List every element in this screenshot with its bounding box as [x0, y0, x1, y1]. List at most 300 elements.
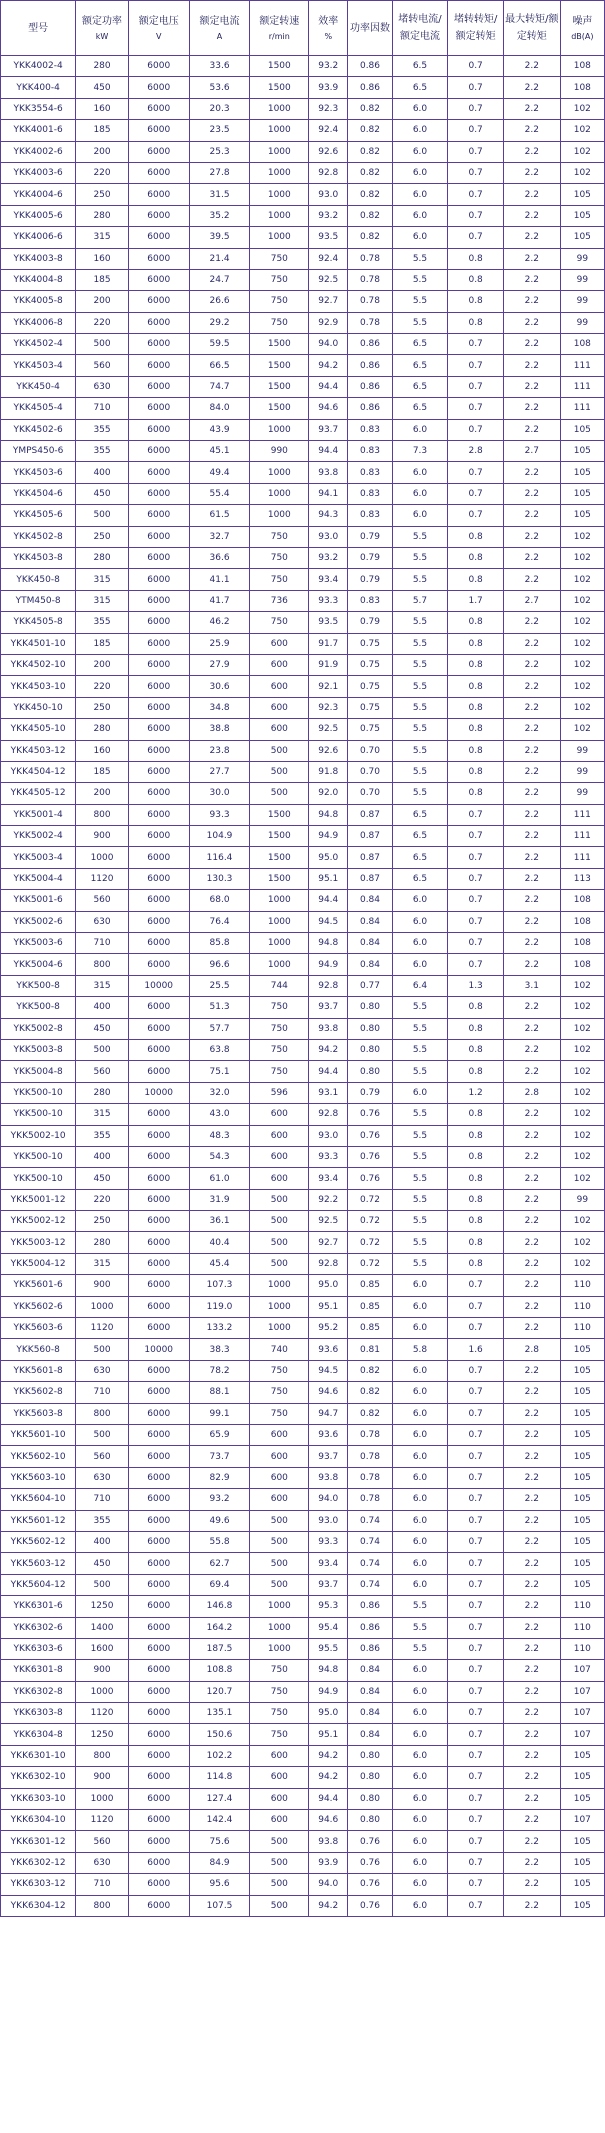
cell-max-torque-ratio: 2.2	[504, 1361, 560, 1381]
cell-noise: 105	[561, 484, 604, 504]
cell-rated-power: 315	[76, 976, 128, 996]
cell-locked-current-ratio: 5.5	[393, 1618, 448, 1638]
cell-locked-torque-ratio: 0.7	[448, 1404, 503, 1424]
cell-rated-speed: 1500	[250, 847, 308, 867]
cell-rated-speed: 736	[250, 591, 308, 611]
cell-locked-current-ratio: 6.0	[393, 1746, 448, 1766]
cell-efficiency: 93.9	[309, 77, 347, 97]
cell-power-factor: 0.87	[348, 847, 391, 867]
cell-rated-power: 800	[76, 1746, 128, 1766]
cell-locked-current-ratio: 6.0	[393, 933, 448, 953]
cell-locked-torque-ratio: 1.3	[448, 976, 503, 996]
cell-power-factor: 0.72	[348, 1254, 391, 1274]
cell-max-torque-ratio: 2.2	[504, 142, 560, 162]
cell-efficiency: 92.6	[309, 142, 347, 162]
cell-power-factor: 0.75	[348, 655, 391, 675]
cell-power-factor: 0.78	[348, 1425, 391, 1445]
cell-power-factor: 0.82	[348, 1404, 391, 1424]
cell-rated-speed: 750	[250, 291, 308, 311]
cell-max-torque-ratio: 2.2	[504, 1254, 560, 1274]
cell-model: YKK5604-12	[1, 1575, 75, 1595]
cell-rated-current: 99.1	[190, 1404, 250, 1424]
cell-rated-voltage: 6000	[129, 1019, 189, 1039]
cell-locked-current-ratio: 5.5	[393, 1211, 448, 1231]
cell-model: YKK4504-6	[1, 484, 75, 504]
cell-efficiency: 93.8	[309, 462, 347, 482]
cell-rated-current: 142.4	[190, 1810, 250, 1830]
cell-noise: 105	[561, 1553, 604, 1573]
cell-locked-current-ratio: 5.5	[393, 1040, 448, 1060]
table-row	[1, 249, 604, 269]
cell-rated-speed: 500	[250, 1575, 308, 1595]
cell-efficiency: 95.1	[309, 869, 347, 889]
cell-model: YKK500-10	[1, 1168, 75, 1188]
cell-locked-torque-ratio: 0.7	[448, 484, 503, 504]
cell-locked-torque-ratio: 0.7	[448, 462, 503, 482]
cell-rated-power: 220	[76, 676, 128, 696]
cell-power-factor: 0.79	[348, 548, 391, 568]
cell-max-torque-ratio: 2.2	[504, 1511, 560, 1531]
header-row	[1, 1, 604, 55]
cell-rated-voltage: 6000	[129, 527, 189, 547]
cell-model: YTM450-8	[1, 591, 75, 611]
cell-noise: 105	[561, 1575, 604, 1595]
cell-rated-voltage: 6000	[129, 313, 189, 333]
table-row	[1, 1040, 604, 1060]
table-row	[1, 227, 604, 247]
cell-rated-power: 315	[76, 1104, 128, 1124]
cell-power-factor: 0.80	[348, 1040, 391, 1060]
cell-rated-speed: 1000	[250, 912, 308, 932]
cell-efficiency: 93.7	[309, 997, 347, 1017]
cell-rated-power: 185	[76, 120, 128, 140]
cell-locked-current-ratio: 5.5	[393, 634, 448, 654]
table-row	[1, 1061, 604, 1081]
cell-efficiency: 92.5	[309, 719, 347, 739]
cell-locked-current-ratio: 5.5	[393, 676, 448, 696]
cell-rated-voltage: 6000	[129, 270, 189, 290]
cell-rated-speed: 1000	[250, 163, 308, 183]
cell-rated-power: 200	[76, 783, 128, 803]
cell-noise: 102	[561, 634, 604, 654]
cell-max-torque-ratio: 2.2	[504, 1853, 560, 1873]
cell-max-torque-ratio: 2.2	[504, 655, 560, 675]
cell-locked-current-ratio: 6.0	[393, 1318, 448, 1338]
cell-locked-torque-ratio: 0.8	[448, 655, 503, 675]
cell-power-factor: 0.70	[348, 741, 391, 761]
cell-rated-power: 400	[76, 1532, 128, 1552]
cell-rated-current: 54.3	[190, 1147, 250, 1167]
cell-locked-torque-ratio: 0.7	[448, 1639, 503, 1659]
cell-rated-speed: 600	[250, 1126, 308, 1146]
cell-noise: 99	[561, 741, 604, 761]
table-row	[1, 99, 604, 119]
table-row	[1, 1596, 604, 1616]
cell-power-factor: 0.86	[348, 377, 391, 397]
cell-rated-current: 27.8	[190, 163, 250, 183]
cell-rated-voltage: 6000	[129, 56, 189, 76]
cell-rated-speed: 1000	[250, 184, 308, 204]
cell-rated-voltage: 6000	[129, 698, 189, 718]
cell-rated-current: 95.6	[190, 1874, 250, 1894]
table-row	[1, 719, 604, 739]
cell-noise: 107	[561, 1724, 604, 1744]
cell-rated-current: 120.7	[190, 1682, 250, 1702]
cell-locked-current-ratio: 5.5	[393, 270, 448, 290]
cell-rated-speed: 1000	[250, 954, 308, 974]
cell-power-factor: 0.82	[348, 227, 391, 247]
cell-rated-power: 900	[76, 1767, 128, 1787]
cell-efficiency: 93.4	[309, 1168, 347, 1188]
cell-max-torque-ratio: 2.2	[504, 99, 560, 119]
cell-model: YKK5002-10	[1, 1126, 75, 1146]
cell-power-factor: 0.81	[348, 1339, 391, 1359]
cell-locked-current-ratio: 6.0	[393, 1575, 448, 1595]
cell-rated-voltage: 6000	[129, 933, 189, 953]
cell-locked-torque-ratio: 0.8	[448, 1168, 503, 1188]
cell-max-torque-ratio: 2.2	[504, 1297, 560, 1317]
cell-locked-current-ratio: 5.5	[393, 1596, 448, 1616]
cell-efficiency: 91.7	[309, 634, 347, 654]
cell-rated-speed: 1000	[250, 1297, 308, 1317]
cell-locked-current-ratio: 6.0	[393, 1532, 448, 1552]
table-row	[1, 805, 604, 825]
cell-power-factor: 0.85	[348, 1297, 391, 1317]
cell-rated-voltage: 6000	[129, 783, 189, 803]
cell-locked-current-ratio: 5.7	[393, 591, 448, 611]
cell-rated-speed: 600	[250, 1489, 308, 1509]
cell-locked-current-ratio: 6.0	[393, 1297, 448, 1317]
cell-rated-voltage: 6000	[129, 1639, 189, 1659]
cell-noise: 102	[561, 99, 604, 119]
cell-noise: 102	[561, 548, 604, 568]
cell-max-torque-ratio: 2.2	[504, 505, 560, 525]
cell-max-torque-ratio: 2.2	[504, 1639, 560, 1659]
cell-rated-current: 146.8	[190, 1596, 250, 1616]
cell-power-factor: 0.85	[348, 1275, 391, 1295]
cell-locked-current-ratio: 6.5	[393, 56, 448, 76]
cell-efficiency: 94.0	[309, 1489, 347, 1509]
cell-max-torque-ratio: 2.2	[504, 377, 560, 397]
table-row	[1, 1147, 604, 1167]
cell-locked-current-ratio: 6.0	[393, 1275, 448, 1295]
cell-rated-power: 400	[76, 1147, 128, 1167]
cell-rated-power: 1000	[76, 1682, 128, 1702]
cell-power-factor: 0.78	[348, 1446, 391, 1466]
cell-rated-speed: 600	[250, 676, 308, 696]
cell-efficiency: 93.6	[309, 1425, 347, 1445]
cell-rated-power: 800	[76, 954, 128, 974]
table-row	[1, 1553, 604, 1573]
cell-max-torque-ratio: 2.2	[504, 1147, 560, 1167]
table-row	[1, 1275, 604, 1295]
cell-rated-power: 280	[76, 1083, 128, 1103]
cell-noise: 113	[561, 869, 604, 889]
cell-rated-voltage: 6000	[129, 462, 189, 482]
cell-power-factor: 0.76	[348, 1853, 391, 1873]
cell-efficiency: 93.2	[309, 56, 347, 76]
cell-rated-speed: 600	[250, 634, 308, 654]
cell-noise: 99	[561, 313, 604, 333]
table-row	[1, 1810, 604, 1830]
cell-rated-voltage: 6000	[129, 1831, 189, 1851]
cell-max-torque-ratio: 2.2	[504, 206, 560, 226]
cell-rated-power: 315	[76, 591, 128, 611]
cell-locked-torque-ratio: 0.7	[448, 1767, 503, 1787]
cell-noise: 105	[561, 1853, 604, 1873]
cell-locked-torque-ratio: 0.8	[448, 1254, 503, 1274]
cell-model: YKK5601-10	[1, 1425, 75, 1445]
cell-rated-voltage: 6000	[129, 912, 189, 932]
cell-rated-power: 280	[76, 206, 128, 226]
cell-noise: 108	[561, 890, 604, 910]
cell-rated-power: 355	[76, 420, 128, 440]
cell-locked-torque-ratio: 0.7	[448, 377, 503, 397]
cell-rated-current: 55.4	[190, 484, 250, 504]
cell-model: YKK4005-8	[1, 291, 75, 311]
cell-max-torque-ratio: 2.2	[504, 1468, 560, 1488]
cell-efficiency: 93.7	[309, 1575, 347, 1595]
table-row	[1, 1425, 604, 1445]
cell-model: YKK4004-6	[1, 184, 75, 204]
cell-efficiency: 93.3	[309, 1532, 347, 1552]
table-row	[1, 1831, 604, 1851]
cell-max-torque-ratio: 2.2	[504, 1724, 560, 1744]
cell-rated-speed: 500	[250, 762, 308, 782]
cell-model: YKK5003-4	[1, 847, 75, 867]
cell-rated-power: 185	[76, 270, 128, 290]
cell-max-torque-ratio: 2.2	[504, 1211, 560, 1231]
cell-power-factor: 0.84	[348, 933, 391, 953]
cell-rated-current: 75.1	[190, 1061, 250, 1081]
cell-rated-power: 560	[76, 355, 128, 375]
cell-rated-current: 78.2	[190, 1361, 250, 1381]
table-row	[1, 291, 604, 311]
cell-rated-current: 61.0	[190, 1168, 250, 1188]
cell-rated-power: 1120	[76, 1810, 128, 1830]
cell-power-factor: 0.84	[348, 1703, 391, 1723]
cell-noise: 108	[561, 954, 604, 974]
cell-locked-torque-ratio: 0.8	[448, 569, 503, 589]
cell-locked-current-ratio: 6.0	[393, 120, 448, 140]
cell-locked-current-ratio: 5.5	[393, 655, 448, 675]
cell-rated-speed: 1000	[250, 890, 308, 910]
cell-rated-power: 250	[76, 527, 128, 547]
cell-rated-current: 84.9	[190, 1853, 250, 1873]
cell-max-torque-ratio: 2.2	[504, 698, 560, 718]
cell-power-factor: 0.80	[348, 1789, 391, 1809]
table-row	[1, 869, 604, 889]
cell-rated-current: 73.7	[190, 1446, 250, 1466]
cell-model: YKK4501-10	[1, 634, 75, 654]
cell-efficiency: 95.5	[309, 1639, 347, 1659]
table-row	[1, 933, 604, 953]
cell-rated-speed: 600	[250, 1446, 308, 1466]
cell-efficiency: 92.7	[309, 1232, 347, 1252]
cell-rated-power: 220	[76, 313, 128, 333]
table-row	[1, 77, 604, 97]
cell-efficiency: 93.7	[309, 1446, 347, 1466]
cell-max-torque-ratio: 2.2	[504, 912, 560, 932]
cell-locked-current-ratio: 6.5	[393, 77, 448, 97]
cell-rated-power: 400	[76, 997, 128, 1017]
cell-rated-speed: 600	[250, 1147, 308, 1167]
cell-noise: 105	[561, 1767, 604, 1787]
cell-efficiency: 93.8	[309, 1831, 347, 1851]
cell-rated-voltage: 6000	[129, 1168, 189, 1188]
cell-power-factor: 0.76	[348, 1831, 391, 1851]
cell-rated-power: 710	[76, 1489, 128, 1509]
cell-efficiency: 93.2	[309, 206, 347, 226]
cell-efficiency: 93.0	[309, 527, 347, 547]
table-row	[1, 1703, 604, 1723]
table-row	[1, 612, 604, 632]
cell-efficiency: 92.2	[309, 1190, 347, 1210]
cell-rated-voltage: 6000	[129, 1404, 189, 1424]
cell-rated-current: 108.8	[190, 1660, 250, 1680]
table-row	[1, 912, 604, 932]
cell-model: YKK6302-6	[1, 1618, 75, 1638]
cell-rated-speed: 500	[250, 1874, 308, 1894]
cell-locked-current-ratio: 6.0	[393, 1511, 448, 1531]
cell-power-factor: 0.83	[348, 420, 391, 440]
cell-rated-speed: 1500	[250, 355, 308, 375]
cell-rated-speed: 1500	[250, 334, 308, 354]
cell-max-torque-ratio: 2.2	[504, 334, 560, 354]
cell-locked-torque-ratio: 0.8	[448, 1211, 503, 1231]
cell-rated-voltage: 6000	[129, 206, 189, 226]
cell-rated-power: 355	[76, 1511, 128, 1531]
cell-rated-power: 710	[76, 398, 128, 418]
cell-rated-voltage: 6000	[129, 1596, 189, 1616]
cell-locked-torque-ratio: 1.6	[448, 1339, 503, 1359]
cell-efficiency: 93.8	[309, 1468, 347, 1488]
cell-power-factor: 0.84	[348, 1682, 391, 1702]
cell-max-torque-ratio: 2.2	[504, 227, 560, 247]
cell-rated-speed: 500	[250, 741, 308, 761]
cell-max-torque-ratio: 2.2	[504, 1831, 560, 1851]
cell-locked-torque-ratio: 0.8	[448, 527, 503, 547]
cell-efficiency: 93.2	[309, 548, 347, 568]
cell-locked-current-ratio: 5.5	[393, 698, 448, 718]
table-row	[1, 569, 604, 589]
cell-locked-current-ratio: 6.0	[393, 1853, 448, 1873]
cell-rated-speed: 600	[250, 698, 308, 718]
cell-max-torque-ratio: 2.2	[504, 1019, 560, 1039]
cell-locked-current-ratio: 6.5	[393, 377, 448, 397]
cell-rated-speed: 1000	[250, 484, 308, 504]
cell-rated-current: 150.6	[190, 1724, 250, 1744]
cell-max-torque-ratio: 2.2	[504, 1318, 560, 1338]
cell-rated-current: 55.8	[190, 1532, 250, 1552]
cell-noise: 105	[561, 1339, 604, 1359]
cell-locked-current-ratio: 5.5	[393, 1639, 448, 1659]
cell-power-factor: 0.84	[348, 1724, 391, 1744]
cell-noise: 105	[561, 1361, 604, 1381]
cell-rated-power: 200	[76, 291, 128, 311]
cell-rated-voltage: 6000	[129, 505, 189, 525]
cell-noise: 102	[561, 612, 604, 632]
cell-efficiency: 94.0	[309, 1874, 347, 1894]
cell-efficiency: 93.9	[309, 1853, 347, 1873]
cell-locked-current-ratio: 5.5	[393, 313, 448, 333]
cell-rated-voltage: 6000	[129, 1853, 189, 1873]
cell-locked-torque-ratio: 0.8	[448, 1104, 503, 1124]
cell-model: YKK4002-6	[1, 142, 75, 162]
cell-rated-speed: 750	[250, 1061, 308, 1081]
cell-rated-power: 800	[76, 1404, 128, 1424]
cell-power-factor: 0.80	[348, 997, 391, 1017]
cell-rated-voltage: 6000	[129, 890, 189, 910]
cell-model: YKK6302-12	[1, 1853, 75, 1873]
cell-model: YKK4001-6	[1, 120, 75, 140]
cell-rated-power: 280	[76, 548, 128, 568]
cell-rated-speed: 750	[250, 527, 308, 547]
cell-power-factor: 0.85	[348, 1318, 391, 1338]
cell-model: YKK5603-12	[1, 1553, 75, 1573]
cell-rated-power: 315	[76, 1254, 128, 1274]
cell-efficiency: 93.8	[309, 1019, 347, 1039]
table-row	[1, 890, 604, 910]
cell-noise: 102	[561, 1168, 604, 1188]
cell-locked-torque-ratio: 0.7	[448, 1703, 503, 1723]
cell-locked-current-ratio: 6.0	[393, 954, 448, 974]
cell-model: YKK4503-10	[1, 676, 75, 696]
cell-noise: 105	[561, 227, 604, 247]
cell-max-torque-ratio: 2.2	[504, 1168, 560, 1188]
cell-rated-voltage: 6000	[129, 1232, 189, 1252]
cell-rated-voltage: 6000	[129, 1767, 189, 1787]
cell-locked-current-ratio: 5.8	[393, 1339, 448, 1359]
cell-efficiency: 95.0	[309, 1703, 347, 1723]
cell-rated-voltage: 6000	[129, 869, 189, 889]
cell-efficiency: 93.1	[309, 1083, 347, 1103]
cell-efficiency: 93.0	[309, 184, 347, 204]
cell-locked-torque-ratio: 0.7	[448, 1896, 503, 1916]
cell-locked-torque-ratio: 0.7	[448, 1446, 503, 1466]
cell-rated-current: 46.2	[190, 612, 250, 632]
cell-locked-torque-ratio: 0.8	[448, 1126, 503, 1146]
cell-locked-current-ratio: 6.5	[393, 826, 448, 846]
cell-rated-current: 20.3	[190, 99, 250, 119]
cell-rated-speed: 1000	[250, 420, 308, 440]
col-header-max-torque-ratio: 最大转矩/额定转矩	[504, 1, 560, 55]
cell-rated-voltage: 6000	[129, 184, 189, 204]
cell-rated-current: 38.3	[190, 1339, 250, 1359]
cell-noise: 108	[561, 912, 604, 932]
cell-rated-power: 185	[76, 762, 128, 782]
cell-max-torque-ratio: 2.2	[504, 462, 560, 482]
cell-rated-power: 185	[76, 634, 128, 654]
table-row	[1, 997, 604, 1017]
cell-max-torque-ratio: 2.2	[504, 1660, 560, 1680]
cell-rated-speed: 1000	[250, 505, 308, 525]
cell-rated-power: 630	[76, 377, 128, 397]
cell-max-torque-ratio: 3.1	[504, 976, 560, 996]
cell-model: YMPS450-6	[1, 441, 75, 461]
cell-model: YKK5602-6	[1, 1297, 75, 1317]
cell-model: YKK4005-6	[1, 206, 75, 226]
table-row	[1, 462, 604, 482]
cell-locked-current-ratio: 6.0	[393, 1468, 448, 1488]
cell-rated-speed: 750	[250, 612, 308, 632]
cell-noise: 107	[561, 1660, 604, 1680]
cell-rated-power: 560	[76, 1061, 128, 1081]
cell-locked-current-ratio: 6.0	[393, 142, 448, 162]
cell-rated-power: 710	[76, 1874, 128, 1894]
cell-noise: 105	[561, 1746, 604, 1766]
cell-rated-voltage: 6000	[129, 805, 189, 825]
